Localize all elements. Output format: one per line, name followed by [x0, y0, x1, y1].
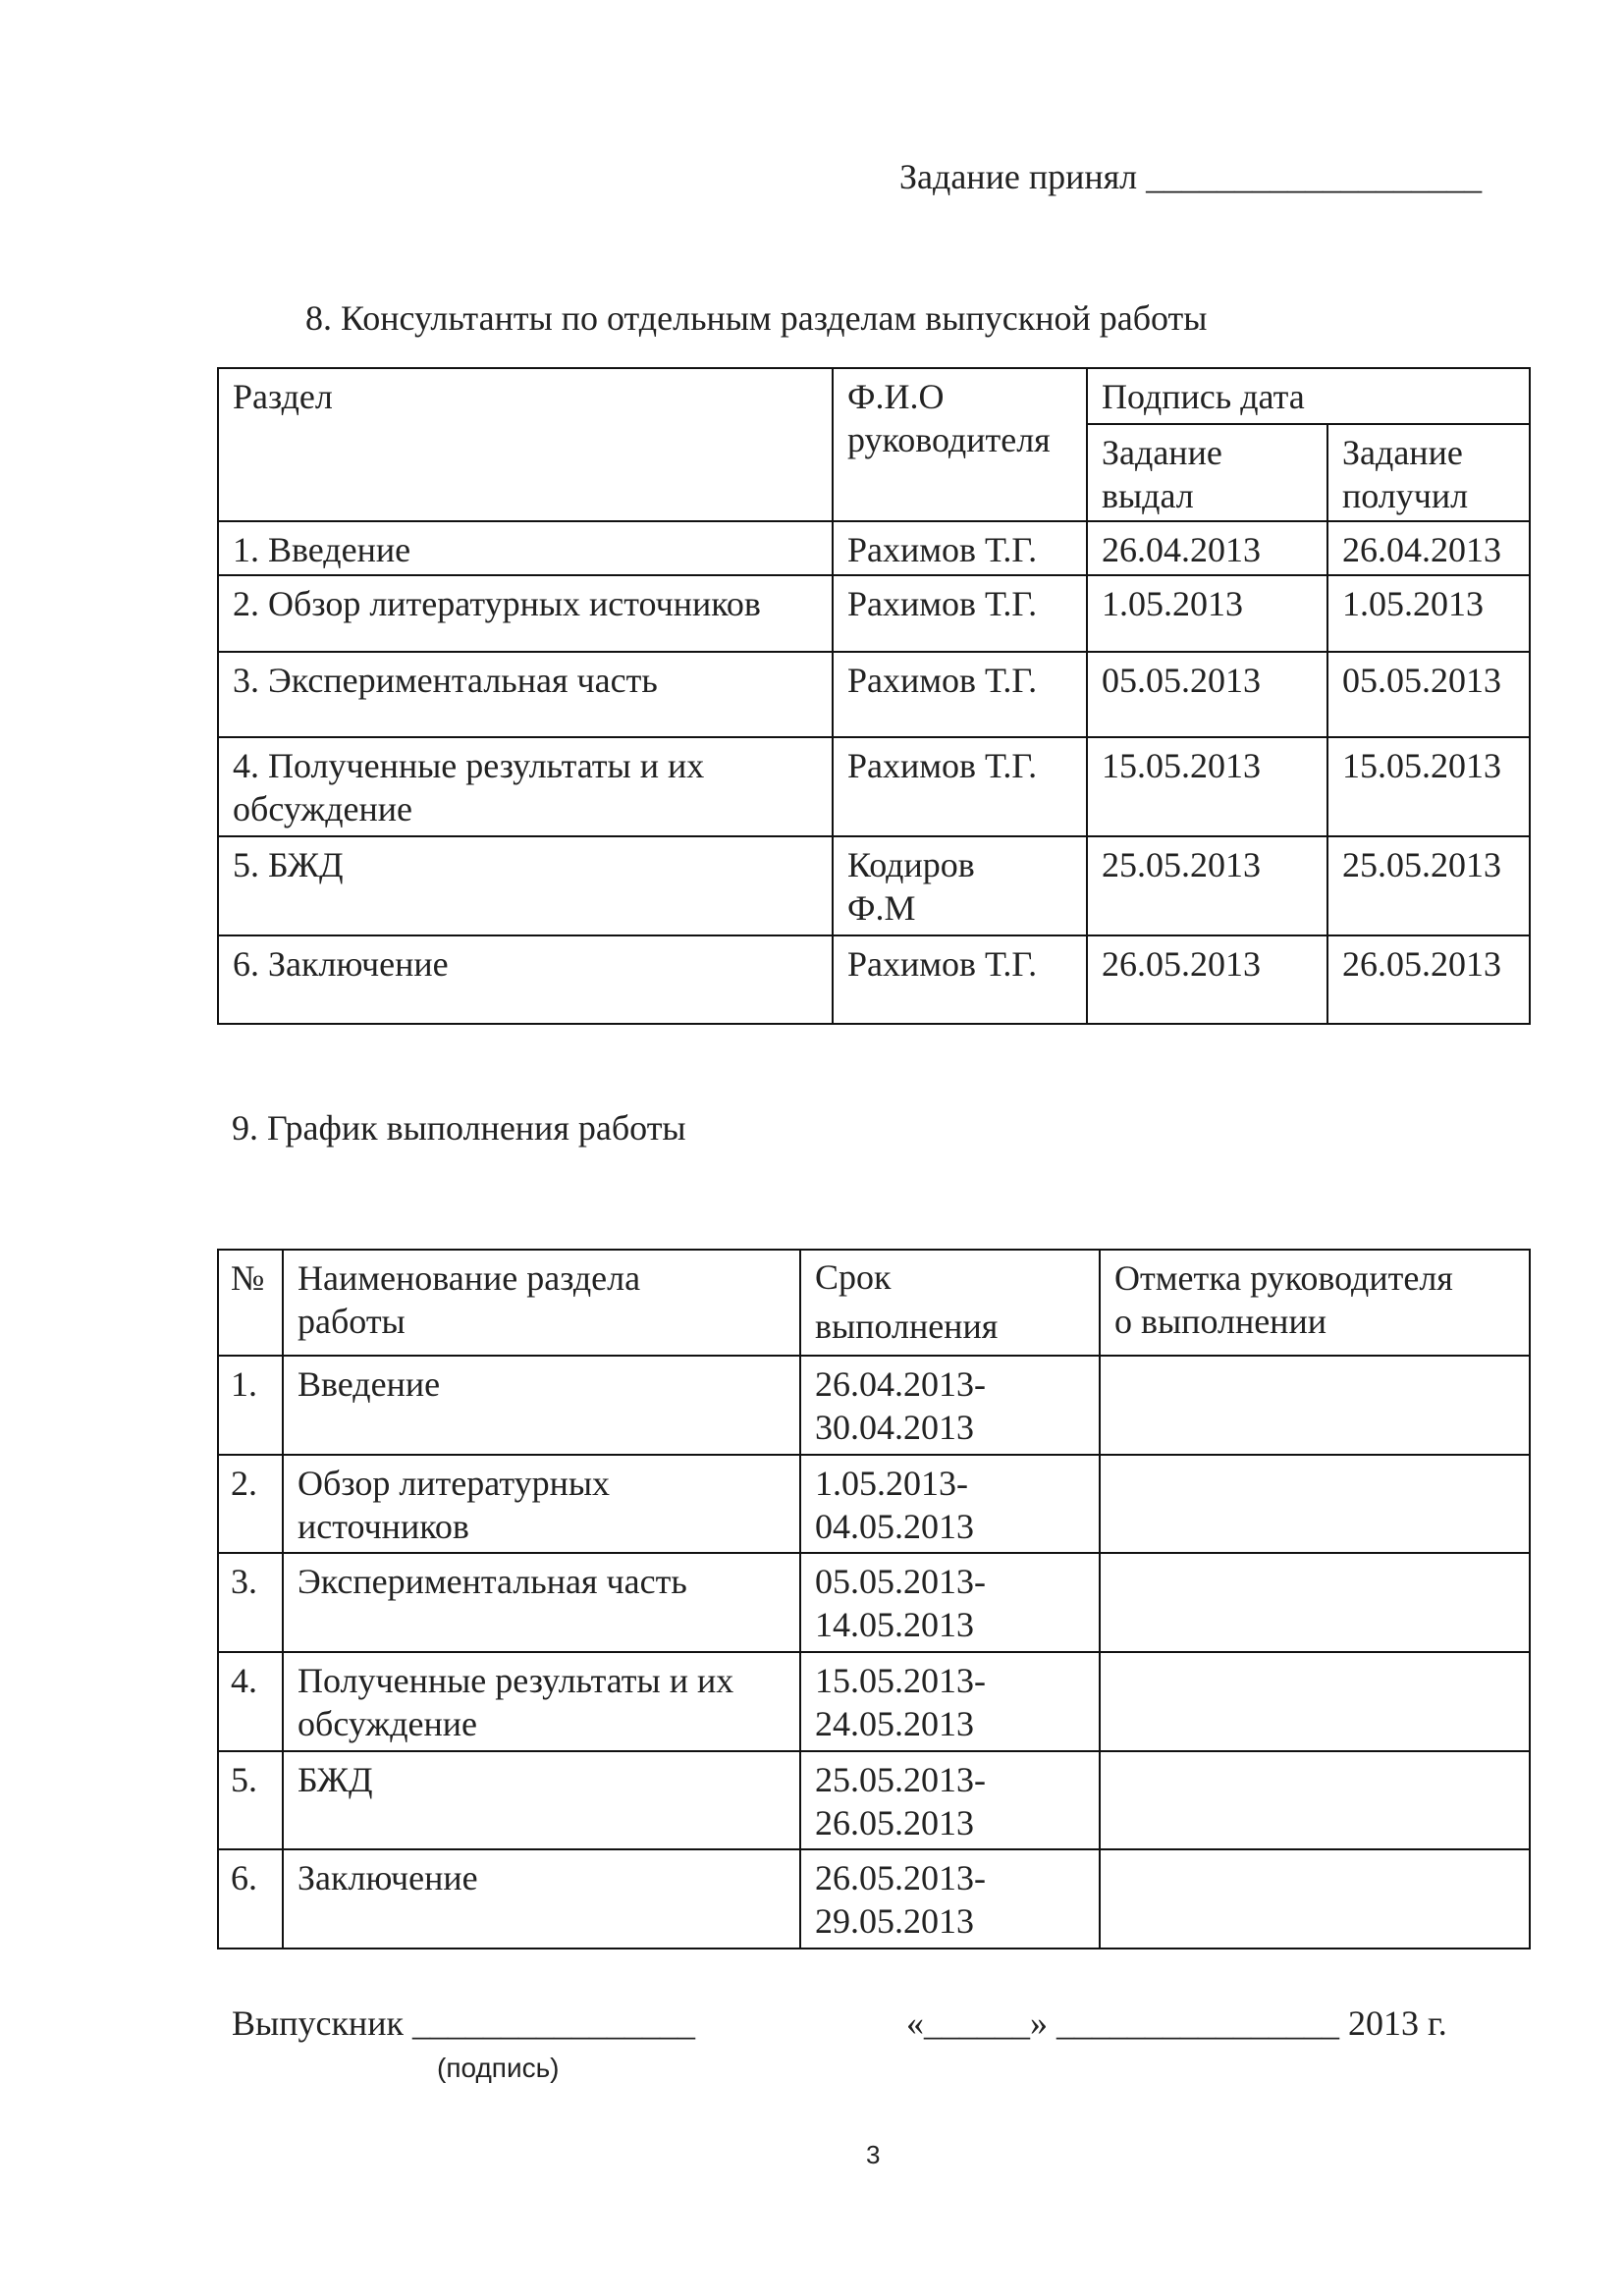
row-fio: Рахимов Т.Г.	[833, 935, 1087, 1024]
row-num: 2.	[218, 1455, 283, 1553]
row-term: 15.05.2013- 24.05.2013	[800, 1652, 1100, 1751]
row-section: 5. БЖД	[218, 836, 833, 935]
date-close-quote: »	[1030, 2003, 1048, 2043]
row-name: Обзор литературных источников	[283, 1455, 800, 1553]
row-mark	[1100, 1356, 1530, 1455]
row-term: 05.05.2013- 14.05.2013	[800, 1553, 1100, 1652]
row-term: 1.05.2013- 04.05.2013	[800, 1455, 1100, 1553]
table-row	[218, 652, 1530, 737]
header-sign-date: Подпись дата	[1087, 368, 1530, 424]
section9-title: 9. График выполнения работы	[232, 1108, 686, 1148]
table-row	[218, 1652, 1530, 1751]
row-term: 26.05.2013- 29.05.2013	[800, 1849, 1100, 1949]
row-mark	[1100, 1652, 1530, 1751]
date-open-quote: «	[906, 2003, 924, 2043]
table-row	[218, 1356, 1530, 1455]
row-fio: Рахимов Т.Г.	[833, 652, 1087, 737]
row-received: 15.05.2013	[1327, 737, 1530, 836]
task-accepted-label: Задание принял	[899, 157, 1138, 196]
table-row	[218, 1751, 1530, 1849]
row-num: 4.	[218, 1652, 283, 1751]
header-mark: Отметка руководителя о выполнении	[1100, 1250, 1530, 1356]
row-num: 3.	[218, 1553, 283, 1652]
date-month-blank: ________________	[1056, 2003, 1339, 2043]
row-fio: Рахимов Т.Г.	[833, 575, 1087, 652]
row-mark	[1100, 1553, 1530, 1652]
header-fio: Ф.И.О руководителя	[833, 368, 1087, 521]
row-issued: 25.05.2013	[1087, 836, 1327, 935]
graduate-signature-blank: ________________	[411, 2003, 695, 2043]
header-received: Задание получил	[1327, 424, 1530, 521]
row-received: 26.05.2013	[1327, 935, 1530, 1024]
row-name: Полученные результаты и их обсуждение	[283, 1652, 800, 1751]
header-section: Раздел	[218, 368, 833, 521]
row-issued: 15.05.2013	[1087, 737, 1327, 836]
row-term: 26.04.2013- 30.04.2013	[800, 1356, 1100, 1455]
row-num: 6.	[218, 1849, 283, 1949]
row-fio: Рахимов Т.Г.	[833, 737, 1087, 836]
graduate-signature-line	[232, 2002, 695, 2045]
row-received: 25.05.2013	[1327, 836, 1530, 935]
row-issued: 1.05.2013	[1087, 575, 1327, 652]
row-section: 1. Введение	[218, 521, 833, 575]
table-row	[218, 575, 1530, 652]
header-term: Срок выполнения	[800, 1250, 1100, 1356]
row-name: Экспериментальная часть	[283, 1553, 800, 1652]
row-section: 6. Заключение	[218, 935, 833, 1024]
table-row	[218, 836, 1530, 935]
row-term: 25.05.2013- 26.05.2013	[800, 1751, 1100, 1849]
table-row	[218, 521, 1530, 575]
header-issued: Задание выдал	[1087, 424, 1327, 521]
row-num: 5.	[218, 1751, 283, 1849]
table-row	[218, 1849, 1530, 1949]
row-issued: 05.05.2013	[1087, 652, 1327, 737]
date-year: 2013 г.	[1348, 2003, 1447, 2043]
consultants-table	[217, 367, 1531, 1025]
header-name: Наименование раздела работы	[283, 1250, 800, 1356]
row-name: БЖД	[283, 1751, 800, 1849]
row-name: Введение	[283, 1356, 800, 1455]
row-issued: 26.04.2013	[1087, 521, 1327, 575]
row-issued: 26.05.2013	[1087, 935, 1327, 1024]
graduate-label: Выпускник	[232, 2003, 404, 2043]
row-received: 1.05.2013	[1327, 575, 1530, 652]
task-accepted-signature-line: ___________________	[1146, 157, 1483, 196]
row-section: 3. Экспериментальная часть	[218, 652, 833, 737]
table-row	[218, 935, 1530, 1024]
row-section: 4. Полученные результаты и их обсуждение	[218, 737, 833, 836]
table-row	[218, 1455, 1530, 1553]
table-row	[218, 737, 1530, 836]
row-mark	[1100, 1455, 1530, 1553]
task-accepted-line	[899, 155, 1482, 198]
row-mark	[1100, 1849, 1530, 1949]
signature-caption: (подпись)	[437, 2053, 560, 2083]
section8-title: 8. Консультанты по отдельным разделам выпускной работы	[305, 298, 1208, 338]
page-number: 3	[866, 2140, 881, 2169]
date-day-blank: ______	[924, 2003, 1030, 2043]
header-num: №	[218, 1250, 283, 1356]
row-fio: Рахимов Т.Г.	[833, 521, 1087, 575]
date-line	[906, 2002, 1447, 2045]
row-name: Заключение	[283, 1849, 800, 1949]
row-mark	[1100, 1751, 1530, 1849]
row-received: 05.05.2013	[1327, 652, 1530, 737]
row-fio: Кодиров Ф.М	[833, 836, 1087, 935]
schedule-table	[217, 1249, 1531, 1949]
row-section: 2. Обзор литературных источников	[218, 575, 833, 652]
row-num: 1.	[218, 1356, 283, 1455]
table-row	[218, 1553, 1530, 1652]
row-received: 26.04.2013	[1327, 521, 1530, 575]
